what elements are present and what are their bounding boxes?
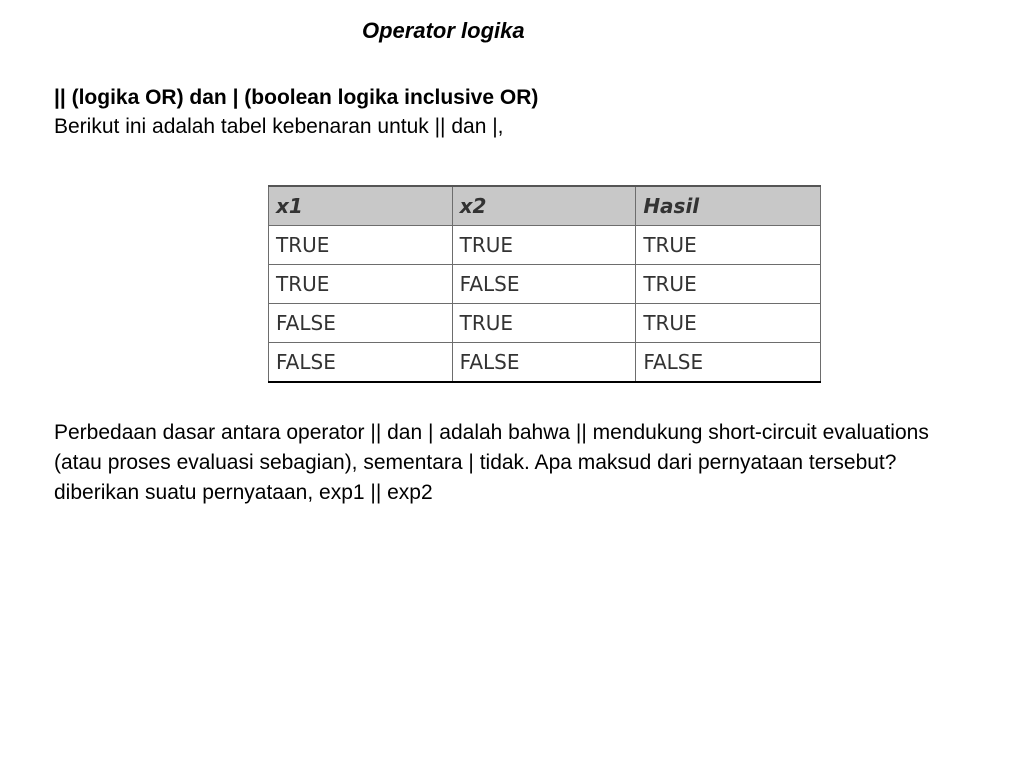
table-cell: FALSE — [269, 343, 453, 383]
table-cell: TRUE — [636, 304, 821, 343]
table-cell: FALSE — [636, 343, 821, 383]
table-cell: TRUE — [452, 226, 636, 265]
header-x2: x2 — [452, 186, 636, 226]
header-x1: x1 — [269, 186, 453, 226]
table-cell: FALSE — [452, 265, 636, 304]
body-paragraph: Perbedaan dasar antara operator || dan | adalah bahwa || mendukung short-circuit evaluations (atau proses evaluasi sebagian), sementara | tidak. Apa maksud dari pernyataan tersebut? — [54, 421, 929, 474]
body-text — [54, 418, 954, 508]
slide-title: Operator logika — [362, 18, 525, 43]
table-row — [269, 265, 821, 304]
intro-text: Berikut ini adalah tabel kebenaran untuk || dan |, — [54, 115, 504, 138]
table-cell: FALSE — [269, 304, 453, 343]
table-cell: TRUE — [269, 226, 453, 265]
section-heading: || (logika OR) dan | (boolean logika inclusive OR) — [54, 86, 539, 109]
table-row — [269, 304, 821, 343]
table-row — [269, 226, 821, 265]
table-cell: TRUE — [269, 265, 453, 304]
body-paragraph: diberikan suatu pernyataan, exp1 || exp2 — [54, 481, 433, 504]
truth-table — [268, 185, 821, 383]
table-row — [269, 343, 821, 383]
table-cell: FALSE — [452, 343, 636, 383]
table-cell: TRUE — [636, 265, 821, 304]
table-header-row — [269, 186, 821, 226]
table-cell: TRUE — [452, 304, 636, 343]
table-cell: TRUE — [636, 226, 821, 265]
header-hasil: Hasil — [636, 186, 821, 226]
